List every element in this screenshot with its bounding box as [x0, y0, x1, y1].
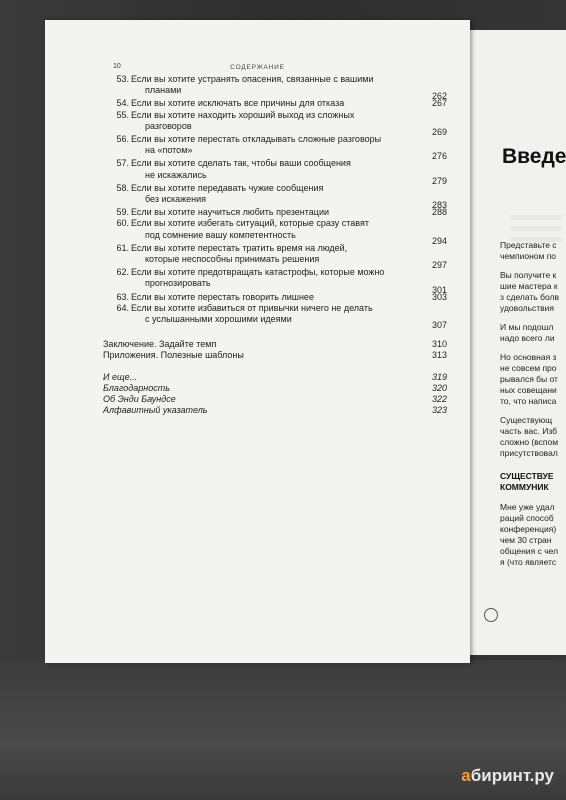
toc-entry-title: Если вы хотите устранять опасения, связанные с вашими	[131, 74, 374, 84]
toc-entry-page: 301	[431, 284, 447, 295]
toc-extra-title: Благодарность	[103, 382, 170, 393]
contents-page	[45, 20, 470, 663]
running-head: СОДЕРЖАНИЕ	[230, 64, 285, 71]
toc-appendix-title: Заключение. Задайте темп	[103, 339, 217, 350]
toc-entry-title: планами	[145, 85, 182, 96]
toc-entry-title: Если вы хотите исключать все причины для отказа	[131, 98, 345, 109]
toc-entry-number: 53.	[116, 74, 129, 84]
toc-entry-title: Если вы хотите перестать откладывать сложные разговоры	[131, 134, 382, 144]
toc-entry-page: 283	[431, 200, 447, 211]
watermark-accent: а	[461, 766, 471, 785]
right-page-line: Представьте с	[500, 240, 557, 250]
toc-entry-number: 57.	[116, 158, 129, 169]
toc-entry-title: без искажения	[145, 194, 207, 204]
toc-entry-number: 61.	[116, 242, 129, 253]
toc-extra-page: 323	[431, 405, 447, 416]
toc-entry-page: 269	[431, 126, 447, 137]
right-page-line: чемпионом по	[500, 251, 557, 261]
right-page-line: шие мастера к	[500, 281, 558, 291]
right-page-line: сложно (вспом	[500, 437, 559, 447]
toc-entry-number: 60.	[116, 218, 129, 229]
toc-entry-page: 297	[431, 260, 447, 271]
right-page-line: не совсем про	[500, 363, 557, 373]
toc-entry-number: 54.	[116, 98, 129, 109]
toc-entry-title: прогнозировать	[145, 278, 211, 289]
right-page-section-head: КОММУНИК	[500, 482, 549, 492]
toc-entry-number: 59.	[116, 207, 129, 218]
right-page-line: Мне уже удал	[500, 502, 555, 512]
toc-entry-title: разговоров	[145, 120, 192, 131]
toc-entry-title: Если вы хотите находить хороший выход из сложных	[131, 109, 355, 120]
right-page-line: то, что написа	[500, 396, 557, 406]
toc-entry-title: Если вы хотите передавать чужие сообщения	[131, 182, 324, 193]
toc-entry-number: 62.	[116, 267, 129, 278]
right-page-line: раций способ	[500, 513, 554, 523]
right-page-line: общения с чел	[500, 546, 559, 556]
toc-extra-page: 319	[431, 371, 447, 382]
toc-extra-title: Алфавитный указатель	[103, 405, 208, 416]
toc-entry-title: Если вы хотите перестать тратить время на людей,	[131, 242, 348, 253]
right-page-line: И мы подошл	[500, 322, 554, 332]
toc-extra-page: 320	[431, 382, 447, 393]
right-page-title: Введе	[502, 145, 566, 168]
toc-entry-page: 288	[431, 207, 447, 218]
toc-entry-number: 58.	[116, 182, 129, 193]
toc-entry-title: на «потом»	[145, 145, 193, 156]
toc-appendix-page: 310	[431, 339, 447, 350]
toc-entry-title: которые неспособны принимать решения	[145, 254, 320, 264]
right-page-line: удовольствия	[500, 303, 555, 313]
right-page-line: чем 30 стран	[500, 535, 552, 545]
toc-entry-page: 276	[431, 151, 447, 162]
page-number: 10	[113, 63, 121, 70]
toc-entry-number: 64.	[116, 302, 129, 313]
publisher-logo-icon	[484, 608, 498, 622]
toc-entry-title: Если вы хотите предотвращать катастрофы, которые можно	[131, 267, 385, 278]
right-page-line: часть вас. Изб	[500, 426, 557, 436]
toc-entry-page: 267	[431, 98, 447, 109]
right-page-section-head: СУЩЕСТВУЕ	[500, 471, 554, 481]
toc-appendix-page: 313	[431, 350, 447, 361]
watermark-text: биринт.ру	[470, 766, 554, 785]
right-page-line: з сделать болв	[500, 292, 559, 302]
toc-entry-page: 303	[431, 291, 447, 302]
watermark	[461, 766, 554, 786]
toc-appendix-title: Приложения. Полезные шаблоны	[103, 350, 244, 361]
right-page-line: Вы получите к	[500, 270, 557, 280]
right-page-line: рывался бы от	[500, 374, 558, 384]
right-page-line: Но основная з	[500, 352, 557, 362]
toc-extra-title: И еще...	[103, 371, 138, 382]
toc-entry-title: не искажались	[145, 169, 207, 180]
toc-entry-number: 56.	[116, 134, 129, 144]
right-page-line: надо всего ли	[500, 333, 555, 343]
toc-entry-page: 307	[431, 320, 447, 331]
toc-entry-page: 262	[431, 91, 447, 102]
toc-entry-number: 63.	[116, 291, 129, 302]
right-page	[462, 30, 566, 655]
toc-extra-title: Об Энди Баундсе	[103, 394, 176, 404]
toc-entry-title: Если вы хотите избегать ситуаций, которые сразу ставят	[131, 218, 369, 229]
toc-entry-title: Если вы хотите научиться любить презентации	[131, 207, 330, 218]
toc-extra-page: 322	[431, 394, 447, 404]
toc-entry-title: Если вы хотите сделать так, чтобы ваши сообщения	[131, 158, 351, 169]
toc-entry-title: Если вы хотите избавиться от привычки ничего не делать	[131, 302, 373, 313]
toc-entry-number: 55.	[116, 109, 129, 120]
toc-entry-title: Если вы хотите перестать говорить лишнее	[131, 291, 314, 302]
right-page-line: конференция)	[500, 524, 557, 534]
toc-entry-title: с услышанными хорошими идеями	[145, 314, 292, 324]
right-page-line: я (что являетс	[500, 557, 557, 567]
right-page-line: Существующ	[500, 415, 553, 425]
toc-entry-page: 279	[431, 175, 447, 186]
right-page-line: ных совещани	[500, 385, 557, 395]
toc-entry-title: под сомнение вашу компетентность	[145, 229, 296, 240]
toc-entry-page: 294	[431, 235, 447, 246]
right-page-line: присутствовал	[500, 448, 558, 458]
